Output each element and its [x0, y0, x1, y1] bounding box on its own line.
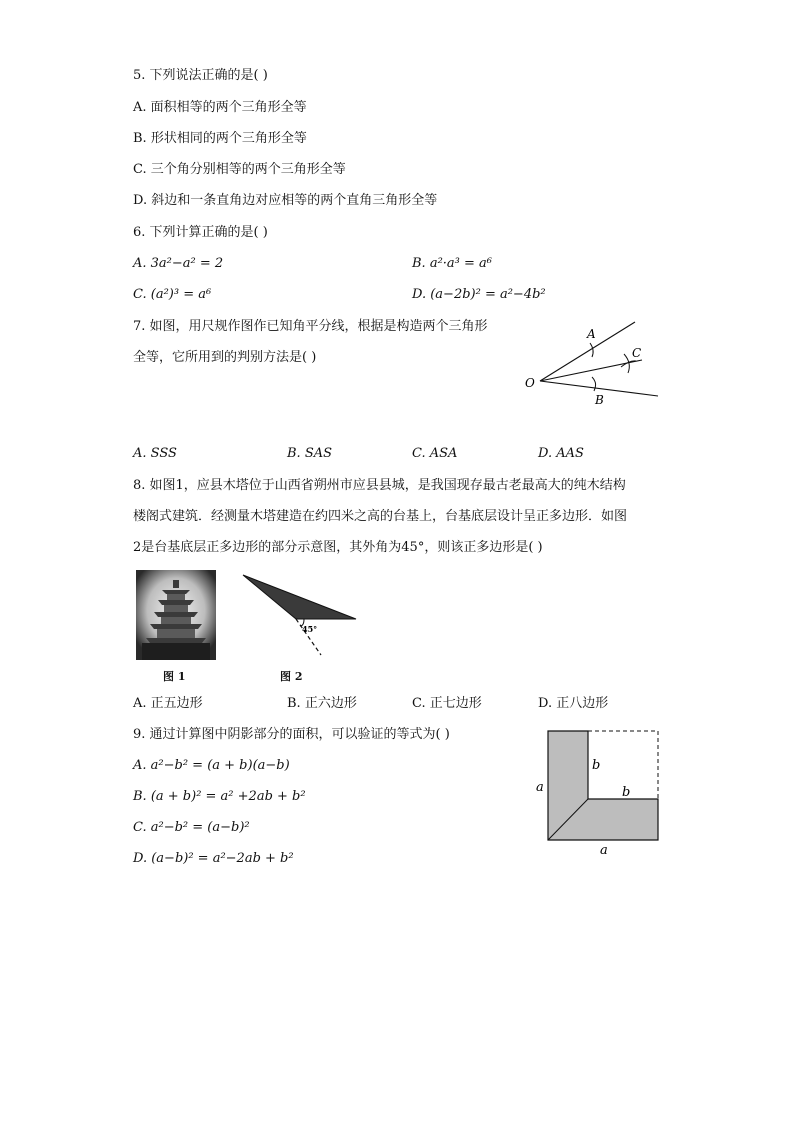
q6-option-d: D. (a−2b)² = a²−4b²	[412, 287, 546, 302]
square-area-figure	[530, 725, 670, 860]
q5-option-a: A. 面积相等的两个三角形全等	[133, 100, 307, 115]
q8-option-d: D. 正八边形	[538, 696, 609, 711]
q5-option-c: C. 三个角分别相等的两个三角形全等	[133, 162, 346, 177]
label-a: A	[587, 327, 596, 341]
q9-option-d: D. (a−b)² = a²−2ab + b²	[133, 851, 294, 866]
q5-option-d: D. 斜边和一条直角边对应相等的两个直角三角形全等	[133, 193, 438, 208]
q7-option-c: C. ASA	[412, 446, 458, 461]
angle-label: 45°	[302, 624, 318, 634]
label-b-horizontal: b	[622, 785, 631, 800]
q8-option-c: C. 正七边形	[412, 696, 482, 711]
label-a-bottom: a	[600, 843, 608, 858]
q9-option-b: B. (a + b)² = a² +2ab + b²	[133, 789, 306, 804]
polygon-exterior-angle-figure	[238, 570, 363, 660]
q7-stem-line2: 全等，它所用到的判别方法是( )	[133, 350, 317, 365]
q8-stem-line1: 8. 如图1，应县木塔位于山西省朔州市应县县城，是我国现存最古老最高大的纯木结构	[133, 478, 626, 493]
label-a-left: a	[536, 780, 544, 795]
label-c: C	[632, 346, 642, 360]
q7-option-d: D. AAS	[538, 446, 584, 461]
angle-bisector-figure	[520, 315, 665, 410]
q7-option-b: B. SAS	[287, 446, 333, 461]
q6-option-c: C. (a²)³ = a⁶	[133, 287, 212, 302]
q7-stem-line1: 7. 如图，用尺规作图作已知角平分线，根据是构造两个三角形	[133, 319, 488, 334]
q8-option-a: A. 正五边形	[133, 696, 203, 711]
q7-option-a: A. SSS	[133, 446, 177, 461]
figure1-caption: 图 1	[163, 670, 186, 683]
label-b: B	[595, 393, 604, 407]
arc-b	[592, 377, 596, 391]
wooden-pagoda-photo	[136, 570, 216, 660]
q9-stem: 9. 通过计算图中阴影部分的面积，可以验证的等式为( )	[133, 727, 450, 742]
label-o: O	[525, 376, 535, 390]
q6-option-b: B. a²·a³ = a⁶	[412, 256, 492, 271]
q6-stem: 6. 下列计算正确的是( )	[133, 225, 268, 240]
q8-stem-line2: 楼阁式建筑．经测量木塔建造在约四米之高的台基上，台基底层设计呈正多边形．如图	[133, 509, 628, 524]
q8-option-b: B. 正六边形	[287, 696, 357, 711]
q9-option-c: C. a²−b² = (a−b)²	[133, 820, 250, 835]
q5-stem: 5. 下列说法正确的是( )	[133, 68, 268, 83]
figure2-caption: 图 2	[280, 670, 303, 683]
polygon-part	[243, 575, 356, 619]
q5-option-b: B. 形状相同的两个三角形全等	[133, 131, 307, 146]
q6-option-a: A. 3a²−a² = 2	[133, 256, 224, 271]
q8-stem-line3: 2是台基底层正多边形的部分示意图，其外角为45°，则该正多边形是( )	[133, 540, 543, 555]
label-b-vertical: b	[592, 758, 601, 773]
q9-option-a: A. a²−b² = (a + b)(a−b)	[133, 758, 290, 773]
